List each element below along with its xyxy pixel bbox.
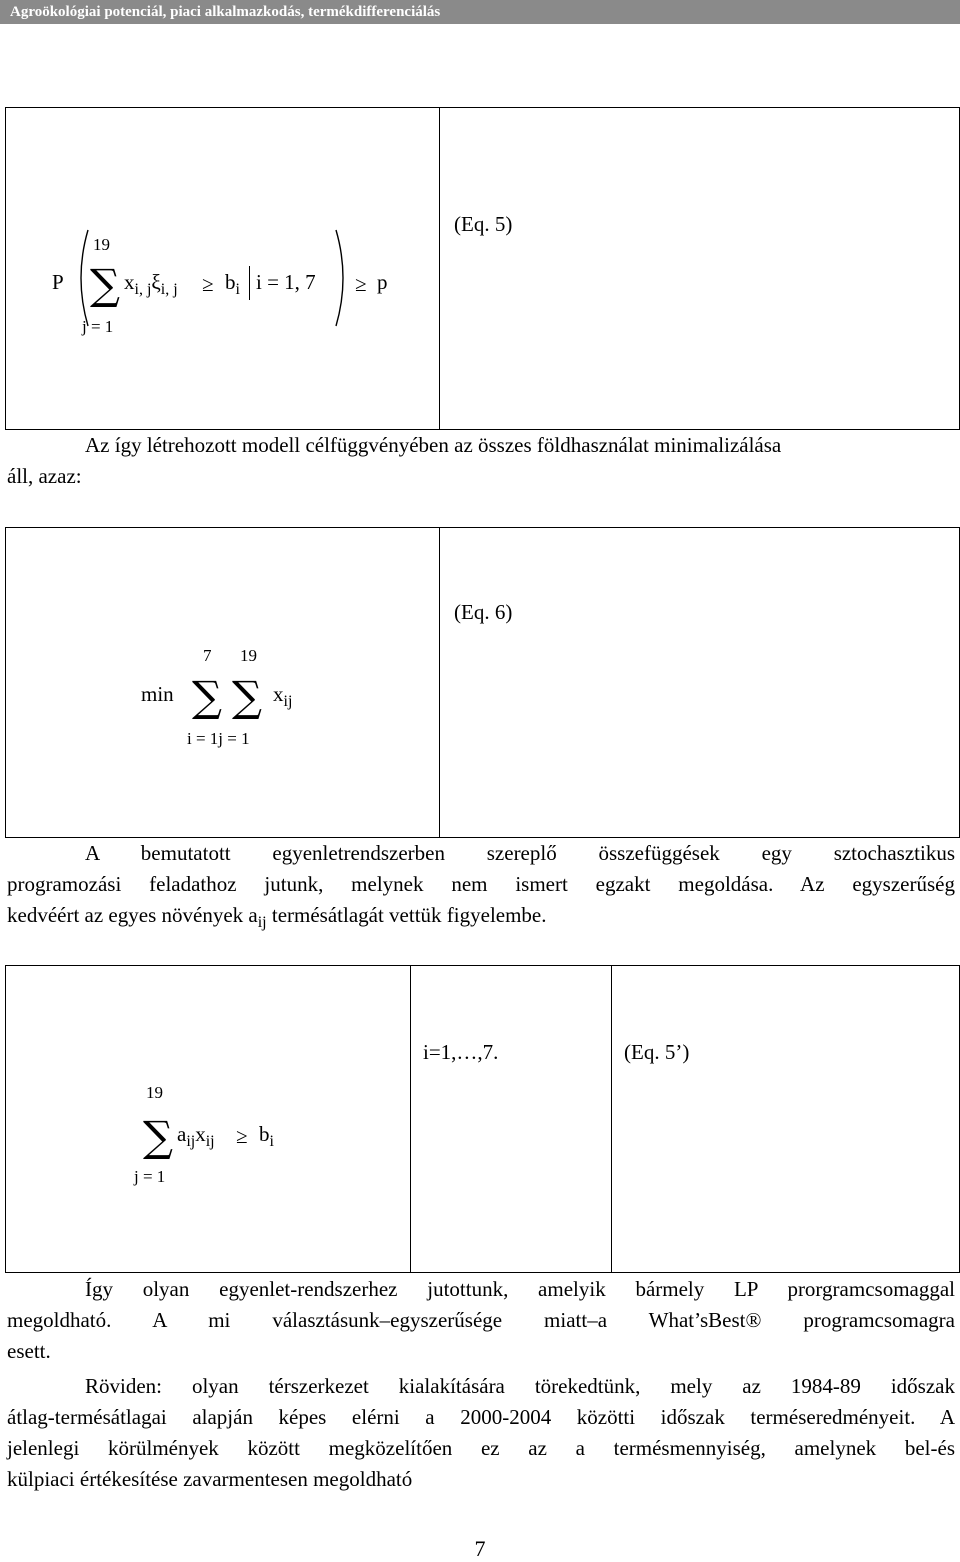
- eq5-geq: ≥: [202, 272, 214, 296]
- paragraph-4-line-3: jelenlegi körülmények között megközelítően ez az a termésmennyiség, amelynek bel-és: [7, 1436, 955, 1460]
- eq5b-term-ax: $a_{ij}x_{ij}$: [177, 1122, 215, 1150]
- eq5b-sum-upper: 19: [146, 1083, 163, 1102]
- eq5-sum-upper: 19: [93, 235, 110, 254]
- equation-5b-divider-1: [410, 965, 411, 1273]
- equation-6-label: (Eq. 6): [454, 600, 513, 624]
- eq6-sum1-upper: 7: [203, 646, 212, 665]
- left-paren-icon: [72, 228, 90, 328]
- paragraph-4-line-2: átlag-termésátlagai alapján képes elérni a 2000-2004 közötti időszak terméseredményeit. A: [7, 1405, 955, 1429]
- paragraph-2: [7, 838, 955, 931]
- eq5-sum-lower: j = 1: [82, 317, 114, 336]
- sigma-icon: ∑: [90, 260, 120, 309]
- equation-6-divider: [439, 527, 440, 838]
- running-header: Agroökológiai potenciál, piaci alkalmazkodás, termékdifferenciálás: [0, 0, 960, 24]
- eq6-term: $x_{ij}$: [273, 682, 293, 710]
- eq5b-sum-lower: j = 1: [134, 1167, 166, 1186]
- eq5b-geq: ≥: [236, 1124, 248, 1148]
- paragraph-2-line-1: A bemutatott egyenletrendszerben szereplő összefüggések egy sztochasztikus: [85, 841, 955, 865]
- eq6-min: min: [141, 682, 174, 706]
- eq5-lhs: P: [52, 270, 64, 294]
- paragraph-3-line-2: megoldható. A mi választásunk–egyszerűsége miatt–a What’sBest® programcsomagra: [7, 1308, 955, 1332]
- eq5-condition: i = 1, 7: [256, 270, 316, 294]
- equation-5-label: (Eq. 5): [454, 212, 513, 236]
- sigma-icon: ∑: [192, 672, 222, 721]
- equation-5-box: [5, 107, 960, 430]
- eq6-sum2-upper: 19: [240, 646, 257, 665]
- eq6-sum-lower: i = 1j = 1: [187, 729, 250, 748]
- paragraph-1-line-1: Az így létrehozott modell célfüggvényében az összes földhasználat minimalizálása: [85, 433, 782, 457]
- sigma-icon: ∑: [143, 1112, 173, 1161]
- paragraph-2-line-2: programozási feladathoz jutunk, melynek nem ismert egzakt megoldása. Az egyszerűség: [7, 872, 955, 896]
- paragraph-4-line-1: Röviden: olyan térszerkezet kialakítására törekedtünk, mely az 1984-89 időszak: [85, 1374, 955, 1398]
- equation-5-divider: [439, 107, 440, 430]
- eq5-geq2: ≥: [355, 272, 367, 296]
- paragraph-3-line-1: Így olyan egyenlet-rendszerhez jutottunk, amelyik bármely LP prorgramcsomaggal: [85, 1277, 955, 1301]
- paragraph-4: [7, 1371, 955, 1495]
- eq5-condition-bar: [249, 266, 250, 300]
- equation-5b-label: (Eq. 5’): [624, 1040, 690, 1064]
- paragraph-2-line-3: kedvéért az egyes növények $a_{ij}$ termésátlagát vettük figyelembe.: [7, 903, 547, 931]
- paragraph-1-line-2: áll, azaz:: [7, 464, 82, 488]
- paragraph-4-line-4: külpiaci értékesítése zavarmentesen megoldható: [7, 1467, 413, 1491]
- eq5-rhs: p: [377, 270, 388, 294]
- eq5-term-x: $x_{i, j}\xi_{i, j}$: [124, 270, 178, 298]
- paragraph-3: [7, 1274, 955, 1367]
- equation-5b-divider-2: [611, 965, 612, 1273]
- equation-5b-range: i=1,…,7.: [423, 1040, 499, 1064]
- paragraph-1: [7, 430, 955, 492]
- sigma-icon: ∑: [232, 672, 262, 721]
- eq5b-term-b: $b_i$: [259, 1122, 274, 1150]
- page-number: 7: [474, 1536, 486, 1561]
- eq5-term-b: $b_i$: [225, 270, 240, 298]
- right-paren-icon: [334, 228, 352, 328]
- paragraph-3-line-3: esett.: [7, 1339, 51, 1363]
